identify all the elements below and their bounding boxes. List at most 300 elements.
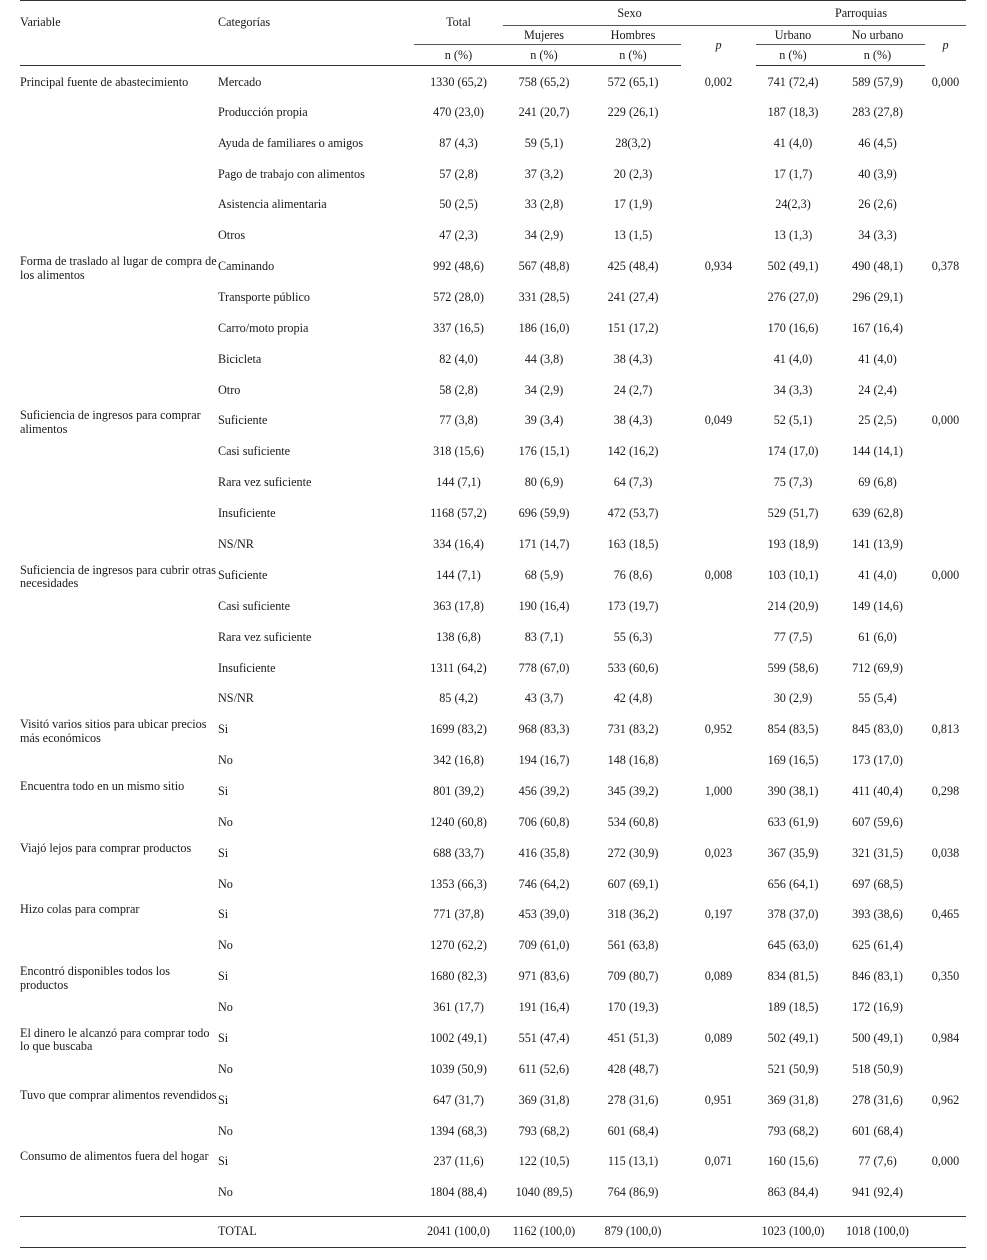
row-variable (20, 930, 218, 934)
row-total: 572 (28,0) (433, 290, 484, 305)
row-p-sexo (681, 807, 756, 816)
row-no-urbano: 625 (61,4) (852, 938, 903, 953)
row-no-urbano: 697 (68,5) (852, 876, 903, 891)
header-sexo: Sexo (503, 1, 756, 26)
header-p-parroquia: p (942, 38, 949, 53)
row-mujeres: 43 (3,7) (524, 691, 564, 706)
row-urbano: 502 (49,1) (767, 259, 819, 274)
row-p-parroquia: 0,378 (931, 259, 960, 274)
row-total: 1311 (64,2) (430, 660, 487, 675)
row-total: 1039 (50,9) (430, 1061, 487, 1076)
row-p-sexo: 0,089 (704, 1030, 733, 1045)
row-no-urbano: 46 (4,5) (858, 135, 897, 150)
row-categoria: Si (218, 907, 229, 922)
row-urbano: 17 (1,7) (773, 166, 813, 181)
row-total: 771 (37,8) (433, 907, 484, 922)
row-hombres: 278 (31,6) (607, 1092, 659, 1107)
row-p-sexo (681, 1116, 756, 1125)
row-urbano: 276 (27,0) (767, 290, 819, 305)
row-p-sexo (681, 1054, 756, 1063)
row-hombres: 24 (2,7) (613, 382, 653, 397)
row-variable: Forma de traslado al lugar de compra de los alimentos (20, 254, 217, 282)
row-variable (20, 97, 218, 101)
row-no-urbano: 173 (17,0) (852, 753, 903, 768)
row-categoria: Rara vez suficiente (218, 629, 312, 644)
row-total: 144 (7,1) (436, 567, 481, 582)
row-p-sexo (681, 375, 756, 384)
table-row (20, 128, 966, 159)
row-p-parroquia: 0,984 (931, 1030, 960, 1045)
row-urbano: 502 (49,1) (767, 1030, 819, 1045)
row-urbano: 599 (58,6) (767, 660, 819, 675)
row-no-urbano: 601 (68,4) (852, 1123, 903, 1138)
row-hombres: 428 (48,7) (607, 1061, 659, 1076)
row-total: 801 (39,2) (433, 784, 484, 799)
row-categoria: Ayuda de familiares o amigos (218, 135, 364, 150)
row-variable: Suficiencia de ingresos para cubrir otras necesidades (20, 562, 216, 591)
row-p-parroquia (925, 683, 966, 692)
row-variable (20, 159, 218, 163)
row-variable (20, 189, 218, 193)
row-categoria: Casi suficiente (218, 444, 291, 459)
row-variable (20, 282, 218, 286)
row-no-urbano: 55 (5,4) (858, 691, 897, 706)
row-p-parroquia: 0,000 (931, 1154, 960, 1169)
row-variable: Hizo colas para comprar (20, 902, 140, 917)
row-p-sexo (681, 128, 756, 137)
row-variable (20, 436, 218, 440)
data-table (20, 0, 966, 1248)
table-row (20, 714, 966, 745)
row-hombres: 601 (68,4) (607, 1123, 659, 1138)
table-row (20, 930, 966, 961)
row-categoria: Bicicleta (218, 351, 262, 366)
row-mujeres: 416 (35,8) (518, 845, 570, 860)
row-total: 1804 (88,4) (430, 1185, 487, 1200)
header-total-npct: n (%) (414, 45, 503, 66)
row-categoria: Asistencia alimentaria (218, 197, 327, 212)
row-hombres: 764 (86,9) (607, 1185, 659, 1200)
row-mujeres: 551 (47,4) (518, 1030, 570, 1045)
row-hombres: 13 (1,5) (613, 228, 653, 243)
row-categoria: Pago de trabajo con alimentos (218, 166, 365, 181)
row-hombres: 472 (53,7) (607, 506, 659, 521)
row-urbano: 41 (4,0) (773, 351, 813, 366)
row-p-sexo (681, 745, 756, 754)
row-urbano: 34 (3,3) (773, 382, 813, 397)
row-no-urbano: 518 (50,9) (852, 1061, 903, 1076)
row-p-sexo (681, 189, 756, 198)
row-total: 87 (4,3) (439, 135, 478, 150)
row-urbano: 793 (68,2) (767, 1123, 819, 1138)
row-total: 82 (4,0) (439, 351, 478, 366)
row-no-urbano: 40 (3,9) (858, 166, 897, 181)
row-mujeres: 793 (68,2) (518, 1123, 570, 1138)
row-p-sexo: 0,071 (704, 1154, 733, 1169)
table-row (20, 405, 966, 436)
row-p-parroquia (925, 375, 966, 384)
row-categoria: Carro/moto propia (218, 320, 309, 335)
row-no-urbano: 639 (62,8) (852, 506, 903, 521)
row-mujeres: 171 (14,7) (518, 536, 570, 551)
row-p-parroquia: 0,000 (931, 567, 960, 582)
row-hombres: 318 (36,2) (607, 907, 659, 922)
row-no-urbano: 589 (57,9) (852, 75, 903, 89)
total-total: 2041 (100,0) (414, 1217, 503, 1248)
table-row (20, 591, 966, 622)
row-variable (20, 313, 218, 317)
row-hombres: 451 (51,3) (607, 1030, 659, 1045)
row-variable: El dinero le alcanzó para comprar todo lo que buscaba (20, 1025, 210, 1054)
row-urbano: 77 (7,5) (773, 629, 813, 644)
row-mujeres: 706 (60,8) (518, 814, 570, 829)
row-urbano: 369 (31,8) (767, 1092, 819, 1107)
row-total: 57 (2,8) (439, 166, 478, 181)
row-no-urbano: 941 (92,4) (852, 1185, 903, 1200)
row-hombres: 731 (83,2) (607, 722, 659, 737)
table-row (20, 498, 966, 529)
row-urbano: 521 (50,9) (767, 1061, 819, 1076)
row-p-parroquia: 0,350 (931, 969, 960, 984)
row-no-urbano: 141 (13,9) (852, 536, 903, 551)
row-mujeres: 567 (48,8) (518, 259, 570, 274)
table-row (20, 282, 966, 313)
row-p-sexo: 0,089 (704, 969, 733, 984)
row-urbano: 169 (16,5) (767, 753, 819, 768)
row-categoria: Suficiente (218, 567, 268, 582)
row-hombres: 55 (6,3) (613, 629, 653, 644)
row-mujeres: 331 (28,5) (518, 290, 570, 305)
row-variable (20, 807, 218, 811)
row-mujeres: 186 (16,0) (518, 320, 570, 335)
row-categoria: Transporte público (218, 290, 310, 305)
row-variable: Principal fuente de abastecimiento (20, 75, 189, 89)
row-total: 77 (3,8) (439, 413, 478, 428)
table-row (20, 745, 966, 776)
header-p-sexo: p (715, 38, 722, 53)
row-total: 647 (31,7) (433, 1092, 484, 1107)
row-mujeres: 758 (65,2) (518, 75, 570, 89)
row-hombres: 42 (4,8) (613, 691, 653, 706)
table-row (20, 529, 966, 560)
row-total: 363 (17,8) (433, 598, 484, 613)
row-mujeres: 34 (2,9) (524, 382, 564, 397)
table-row (20, 1116, 966, 1147)
row-no-urbano: 712 (69,9) (852, 660, 903, 675)
row-urbano: 834 (81,5) (767, 969, 819, 984)
header-mujeres-npct: n (%) (503, 45, 585, 66)
row-urbano: 529 (51,7) (767, 506, 819, 521)
row-total: 1168 (57,2) (430, 506, 487, 521)
table-row (20, 251, 966, 282)
row-mujeres: 1040 (89,5) (515, 1185, 573, 1200)
row-p-parroquia (925, 653, 966, 662)
row-no-urbano: 26 (2,6) (858, 197, 897, 212)
row-p-sexo: 0,197 (704, 907, 733, 922)
row-mujeres: 33 (2,8) (524, 197, 564, 212)
row-no-urbano: 393 (38,6) (852, 907, 903, 922)
row-no-urbano: 77 (7,6) (858, 1154, 897, 1169)
row-p-parroquia (925, 529, 966, 538)
row-categoria: No (218, 1061, 233, 1076)
total-mujeres: 1162 (100,0) (503, 1217, 585, 1248)
row-p-parroquia: 0,000 (931, 74, 960, 89)
header-parroquias: Parroquias (756, 1, 966, 26)
row-p-parroquia: 0,813 (931, 722, 960, 737)
total-label: TOTAL (218, 1217, 414, 1248)
row-p-parroquia (925, 622, 966, 631)
row-p-sexo (681, 622, 756, 631)
row-categoria: Producción propia (218, 104, 308, 119)
table-row (20, 375, 966, 406)
row-urbano: 174 (17,0) (767, 444, 819, 459)
row-p-sexo: 0,951 (704, 1092, 733, 1107)
row-p-parroquia (925, 498, 966, 507)
row-hombres: 272 (30,9) (607, 845, 659, 860)
row-mujeres: 68 (5,9) (524, 567, 564, 582)
row-mujeres: 453 (39,0) (518, 907, 570, 922)
row-p-sexo (681, 313, 756, 322)
row-categoria: No (218, 1185, 233, 1200)
row-urbano: 854 (83,5) (767, 722, 819, 737)
row-variable (20, 1054, 218, 1058)
row-categoria: No (218, 814, 233, 829)
row-variable (20, 591, 218, 595)
row-hombres: 607 (69,1) (607, 876, 659, 891)
row-categoria: Casi suficiente (218, 598, 291, 613)
table-row (20, 683, 966, 714)
row-urbano: 863 (84,4) (767, 1185, 819, 1200)
row-mujeres: 778 (67,0) (518, 660, 570, 675)
row-total: 318 (15,6) (433, 444, 484, 459)
row-no-urbano: 172 (16,9) (852, 1000, 903, 1015)
table-row (20, 622, 966, 653)
row-mujeres: 44 (3,8) (524, 351, 564, 366)
total-urbano: 1023 (100,0) (756, 1217, 830, 1248)
row-hombres: 17 (1,9) (613, 197, 653, 212)
row-variable: Tuvo que comprar alimentos revendidos (20, 1087, 217, 1102)
row-urbano: 24(2,3) (775, 197, 811, 212)
row-variable (20, 992, 218, 996)
header-variable: Variable (20, 1, 218, 45)
row-p-parroquia (925, 436, 966, 445)
row-total: 470 (23,0) (433, 104, 484, 119)
row-no-urbano: 149 (14,6) (852, 598, 903, 613)
row-no-urbano: 69 (6,8) (858, 475, 897, 490)
row-mujeres: 241 (20,7) (518, 104, 570, 119)
row-urbano: 13 (1,3) (773, 228, 813, 243)
table-row (20, 1054, 966, 1085)
header-urbano-npct: n (%) (756, 45, 830, 66)
row-total: 1240 (60,8) (430, 814, 487, 829)
table-row (20, 838, 966, 869)
row-urbano: 41 (4,0) (773, 135, 813, 150)
row-variable (20, 653, 218, 657)
row-hombres: 20 (2,3) (613, 166, 653, 181)
row-total: 1002 (49,1) (430, 1030, 487, 1045)
row-total: 1270 (62,2) (430, 938, 487, 953)
row-no-urbano: 24 (2,4) (858, 382, 897, 397)
table-row (20, 344, 966, 375)
table-row (20, 159, 966, 190)
row-urbano: 193 (18,9) (767, 536, 819, 551)
table-row (20, 97, 966, 128)
row-total: 342 (16,8) (433, 753, 484, 768)
row-p-parroquia (925, 313, 966, 322)
row-p-parroquia (925, 159, 966, 168)
row-p-parroquia: 0,038 (931, 845, 960, 860)
row-categoria: Si (218, 969, 229, 984)
row-hombres: 76 (8,6) (613, 567, 653, 582)
row-urbano: 367 (35,9) (767, 845, 819, 860)
row-categoria: No (218, 938, 233, 953)
row-p-parroquia: 0,465 (931, 907, 960, 922)
row-total: 1680 (82,3) (430, 969, 487, 984)
row-urbano: 75 (7,3) (773, 475, 813, 490)
row-p-sexo: 1,000 (704, 784, 733, 799)
row-categoria: Rara vez suficiente (218, 475, 312, 490)
row-variable (20, 745, 218, 749)
row-p-sexo (681, 653, 756, 662)
row-hombres: 148 (16,8) (607, 753, 659, 768)
row-categoria: Si (218, 784, 229, 799)
row-p-parroquia: 0,000 (931, 413, 960, 428)
row-categoria: No (218, 1000, 233, 1015)
row-p-sexo (681, 344, 756, 353)
table-row (20, 189, 966, 220)
row-mujeres: 191 (16,4) (518, 1000, 570, 1015)
row-p-parroquia (925, 869, 966, 878)
row-variable (20, 869, 218, 873)
row-urbano: 390 (38,1) (767, 784, 819, 799)
row-total: 237 (11,6) (433, 1154, 484, 1169)
row-categoria: No (218, 753, 233, 768)
row-total: 50 (2,5) (439, 197, 478, 212)
row-urbano: 30 (2,9) (773, 691, 813, 706)
row-variable: Viajó lejos para comprar productos (20, 840, 192, 855)
table-row (20, 220, 966, 251)
row-p-sexo (681, 159, 756, 168)
row-hombres: 229 (26,1) (607, 104, 659, 119)
table-body (20, 66, 966, 1209)
row-p-sexo: 0,002 (704, 74, 733, 89)
row-p-parroquia: 0,962 (931, 1092, 960, 1107)
row-no-urbano: 167 (16,4) (852, 320, 903, 335)
row-total: 1353 (66,3) (430, 876, 487, 891)
row-p-parroquia (925, 591, 966, 600)
row-categoria: Suficiente (218, 413, 268, 428)
row-variable (20, 128, 218, 132)
row-no-urbano: 321 (31,5) (852, 845, 903, 860)
row-total: 992 (48,6) (433, 259, 484, 274)
row-p-parroquia (925, 467, 966, 476)
header-hombres: Hombres (610, 27, 656, 42)
row-p-sexo (681, 282, 756, 291)
table-header (20, 1, 966, 66)
row-no-urbano: 411 (40,4) (852, 784, 903, 799)
row-hombres: 572 (65,1) (607, 75, 659, 89)
row-categoria: Caminando (218, 259, 275, 274)
row-p-parroquia (925, 807, 966, 816)
row-urbano: 103 (10,1) (767, 567, 819, 582)
row-total: 688 (33,7) (433, 845, 484, 860)
row-no-urbano: 296 (29,1) (852, 290, 903, 305)
row-p-parroquia (925, 128, 966, 137)
row-no-urbano: 25 (2,5) (858, 413, 897, 428)
row-variable (20, 498, 218, 502)
table-row (20, 436, 966, 467)
header-no-urbano-npct: n (%) (830, 45, 925, 66)
row-categoria: NS/NR (218, 691, 254, 706)
row-hombres: 173 (19,7) (607, 598, 659, 613)
row-hombres: 561 (63,8) (607, 938, 659, 953)
row-variable (20, 622, 218, 626)
row-variable (20, 1116, 218, 1120)
row-urbano: 214 (20,9) (767, 598, 819, 613)
row-urbano: 656 (64,1) (767, 876, 819, 891)
row-total: 1394 (68,3) (430, 1123, 487, 1138)
row-urbano: 378 (37,0) (767, 907, 819, 922)
row-categoria: Si (218, 1030, 229, 1045)
row-mujeres: 176 (15,1) (518, 444, 570, 459)
row-hombres: 38 (4,3) (613, 351, 653, 366)
row-mujeres: 190 (16,4) (518, 598, 570, 613)
row-hombres: 533 (60,6) (607, 660, 659, 675)
row-no-urbano: 41 (4,0) (858, 351, 897, 366)
row-categoria: Mercado (218, 75, 262, 89)
row-categoria: Si (218, 722, 229, 737)
row-total: 337 (16,5) (433, 320, 484, 335)
row-urbano: 52 (5,1) (773, 413, 813, 428)
row-p-parroquia (925, 282, 966, 291)
row-p-sexo (681, 683, 756, 692)
row-total: 1330 (65,2) (430, 75, 487, 89)
table-row (20, 1177, 966, 1208)
row-no-urbano: 283 (27,8) (852, 104, 903, 119)
row-p-parroquia (925, 189, 966, 198)
row-urbano: 160 (15,6) (767, 1154, 819, 1169)
row-hombres: 425 (48,4) (607, 259, 659, 274)
row-no-urbano: 490 (48,1) (852, 259, 903, 274)
row-p-parroquia (925, 930, 966, 939)
row-p-sexo (681, 992, 756, 1001)
row-variable (20, 344, 218, 348)
row-urbano: 633 (61,9) (767, 814, 819, 829)
row-mujeres: 59 (5,1) (524, 135, 564, 150)
row-hombres: 170 (19,3) (607, 1000, 659, 1015)
row-p-sexo (681, 529, 756, 538)
row-variable (20, 529, 218, 533)
row-categoria: Insuficiente (218, 660, 276, 675)
row-urbano: 741 (72,4) (767, 75, 819, 89)
table-row (20, 1085, 966, 1116)
row-p-parroquia (925, 97, 966, 106)
row-hombres: 142 (16,2) (607, 444, 659, 459)
row-hombres: 115 (13,1) (607, 1154, 659, 1169)
row-no-urbano: 607 (59,6) (852, 814, 903, 829)
row-categoria: Si (218, 1154, 229, 1169)
row-mujeres: 83 (7,1) (524, 629, 564, 644)
row-total: 144 (7,1) (436, 475, 481, 490)
row-total: 58 (2,8) (439, 382, 478, 397)
row-variable (20, 683, 218, 687)
row-hombres: 28(3,2) (615, 135, 651, 150)
table-row (20, 653, 966, 684)
row-no-urbano: 41 (4,0) (858, 567, 897, 582)
row-no-urbano: 846 (83,1) (852, 969, 903, 984)
row-p-parroquia (925, 344, 966, 353)
row-p-sexo (681, 467, 756, 476)
